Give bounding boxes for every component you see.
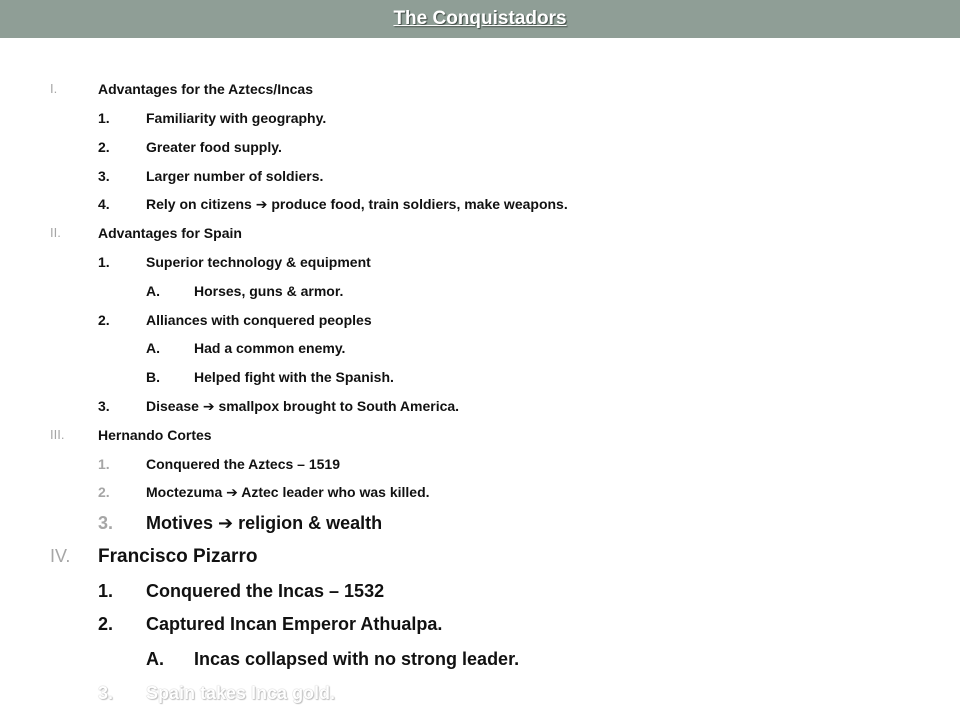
item-number: 4.	[98, 196, 110, 212]
roman-numeral: III.	[50, 427, 65, 442]
slide-title: The Conquistadors	[393, 8, 567, 29]
heading-text: Francisco Pizarro	[98, 546, 258, 567]
item-text: Conquered the Incas – 1532	[146, 581, 385, 601]
item-text: Larger number of soldiers.	[146, 168, 324, 184]
item-text: Motives ➔ religion & wealth	[146, 513, 383, 533]
item-number: 2.	[98, 139, 110, 155]
item-text: Rely on citizens ➔ produce food, train soldiers, make weapons.	[146, 196, 568, 212]
title-bar	[0, 0, 960, 38]
item-text: Conquered the Aztecs – 1519	[146, 456, 340, 472]
subitem-text: Horses, guns & armor.	[194, 283, 344, 299]
item-number: 3.	[98, 683, 114, 703]
roman-numeral: II.	[50, 225, 61, 240]
item-number: 3.	[98, 168, 110, 184]
item-number: 2.	[98, 614, 114, 634]
arrow-right-icon: ➔	[255, 196, 268, 212]
item-text: Alliances with conquered peoples	[146, 312, 372, 328]
heading-text: Advantages for Spain	[98, 225, 242, 241]
item-text: Spain takes Inca gold.	[146, 683, 336, 703]
item-text: Moctezuma ➔ Aztec leader who was killed.	[146, 484, 430, 500]
item-number: 1.	[98, 254, 110, 270]
item-number: 3.	[98, 398, 110, 414]
subitem-text: Had a common enemy.	[194, 340, 346, 356]
arrow-right-icon: ➔	[218, 513, 234, 533]
item-text: Captured Incan Emperor Athualpa.	[146, 614, 443, 634]
item-number: 1.	[98, 110, 110, 126]
subitem-letter: A.	[146, 649, 164, 669]
item-text: Familiarity with geography.	[146, 110, 327, 126]
subitem-letter: A.	[146, 283, 160, 299]
heading-text: Hernando Cortes	[98, 427, 212, 443]
subitem-text: Helped fight with the Spanish.	[194, 369, 394, 385]
arrow-right-icon: ➔	[202, 398, 215, 414]
roman-numeral: IV.	[50, 546, 71, 566]
item-text: Greater food supply.	[146, 139, 282, 155]
subitem-text: Incas collapsed with no strong leader.	[194, 649, 520, 669]
arrow-right-icon: ➔	[226, 484, 238, 500]
item-number: 3.	[98, 513, 114, 533]
item-number: 1.	[98, 456, 110, 472]
item-text: Superior technology & equipment	[146, 254, 371, 270]
item-text: Disease ➔ smallpox brought to South America.	[146, 398, 460, 414]
subitem-letter: B.	[146, 369, 160, 385]
item-number: 1.	[98, 581, 114, 601]
heading-text: Advantages for the Aztecs/Incas	[98, 81, 313, 97]
subitem-letter: A.	[146, 340, 160, 356]
roman-numeral: I.	[50, 81, 58, 96]
item-number: 2.	[98, 484, 110, 500]
item-number: 2.	[98, 312, 110, 328]
